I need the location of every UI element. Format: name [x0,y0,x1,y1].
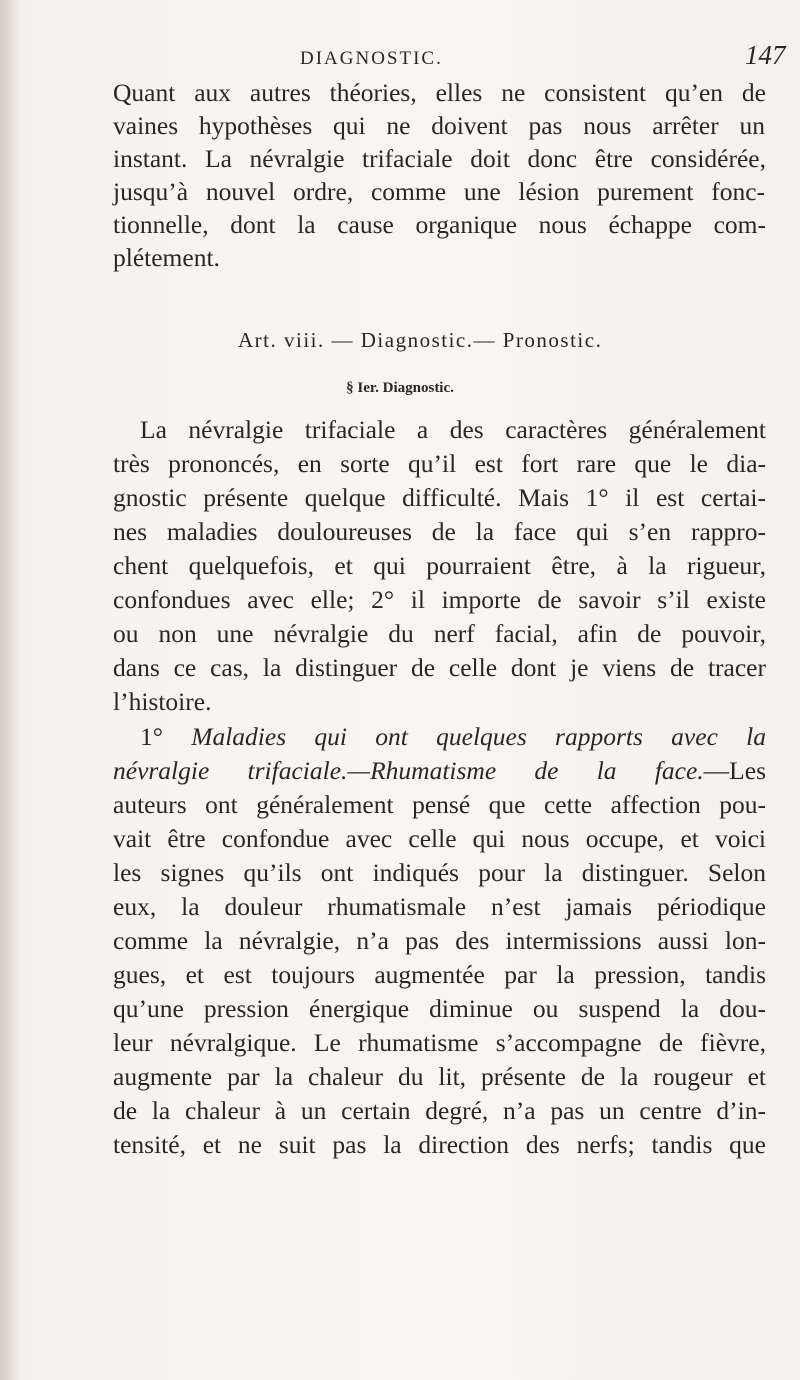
text-line: tionnelle, dont la cause organique nous échappe com- [113,210,766,239]
text-line: l’histoire. [113,687,212,716]
page-header [0,20,800,70]
text-line [113,756,766,786]
text-line: dans ce cas, la distinguer de celle dont je viens de tracer [113,653,766,682]
subsection-title: § Ier. Diagnostic. [346,380,454,396]
text-line: chent quelquefois, et qui pourraient être, à la rigueur, [113,551,766,580]
page-number: 147 [745,40,786,70]
text-line: instant. La névralgie trifaciale doit donc être considérée, [113,144,766,173]
list-number: 1° [140,722,163,751]
text-line: nes maladies douloureuses de la face qui s’en rappro- [113,517,766,546]
text-line: gues, et est toujours augmentée par la pression, tandis [113,960,766,989]
italic-heading: Maladies qui ont quelques rapports avec la [191,722,766,751]
text-line: augmente par la chaleur du lit, présente de la rougeur et [113,1062,766,1091]
text-line: confondues avec elle; 2° il importe de savoir s’il existe [113,585,766,614]
text-line: vait être confondue avec celle qui nous occupe, et voici [113,824,766,853]
text-line: leur névralgique. Le rhumatisme s’accompagne de fièvre, [113,1028,766,1057]
text-line: auteurs ont généralement pensé que cette affection pou- [113,790,766,819]
dash-text: —Les [703,756,766,785]
text-line: gnostic présente quelque difficulté. Mais 1° il est certai- [113,483,766,512]
text-line [140,722,766,752]
text-line: qu’une pression énergique diminue ou suspend la dou- [113,994,766,1023]
text-line: de la chaleur à un certain degré, n’a pas un centre d’in- [113,1096,766,1125]
text-line: tensité, et ne suit pas la direction des nerfs; tandis que [113,1130,766,1159]
text-line: les signes qu’ils ont indiqués pour la distinguer. Selon [113,858,766,887]
running-head: DIAGNOSTIC. [300,48,443,69]
text-line: Quant aux autres théories, elles ne consistent qu’en de [113,78,766,107]
text-line: comme la névralgie, n’a pas des intermissions aussi lon- [113,926,766,955]
text-line: vaines hypothèses qui ne doivent pas nous arrêter un [113,111,765,140]
text-line: jusqu’à nouvel ordre, comme une lésion purement fonc- [113,177,765,206]
italic-heading: névralgie trifaciale.—Rhumatisme de la face. [113,756,704,785]
text-line: eux, la douleur rhumatismale n’est jamais périodique [113,892,766,921]
text-line: plétement. [113,243,220,272]
text-line: ou non une névralgie du nerf facial, afin de pouvoir, [113,619,766,648]
text-line: La névralgie trifaciale a des caractères généralement [140,415,766,444]
text-line: très prononcés, en sorte qu’il est fort rare que le dia- [113,449,766,478]
gutter-shadow [0,0,20,1380]
section-title: Art. viii. — Diagnostic.— Pronostic. [238,328,603,352]
